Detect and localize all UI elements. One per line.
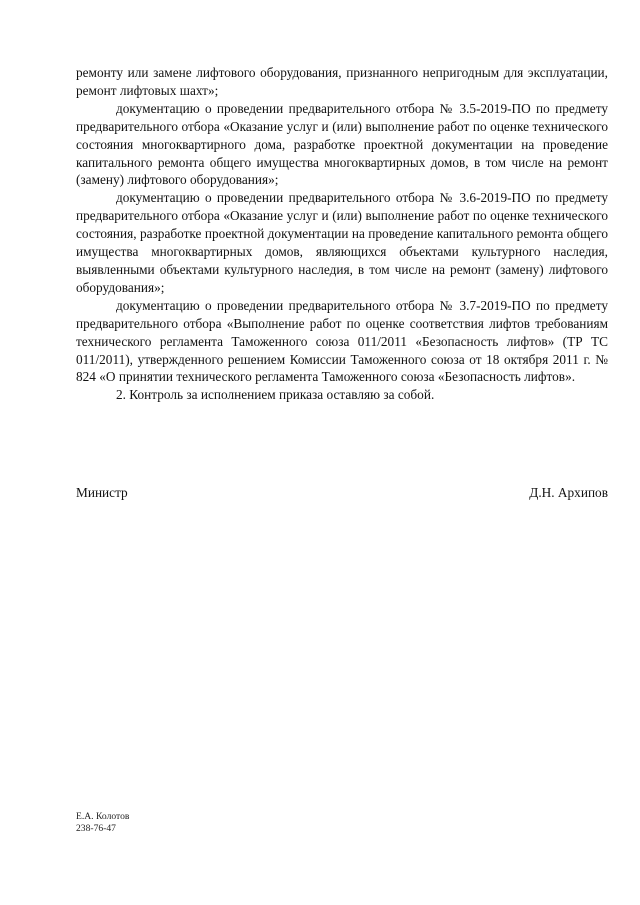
paragraph-documentation-3-5: документацию о проведении предварительного отбора № 3.5-2019-ПО по предмету предварительного отбора «Оказание услуг и (или) выполнение работ по оценке технического состояния многоквартирного дома, разработке проектной документации на проведение капитального ремонта общего имущества многоквартирных домов, в том числе на ремонт (замену) лифтового оборудования»;: [76, 100, 608, 188]
paragraph-continuation: ремонту или замене лифтового оборудования, признанного непригодным для эксплуатации, ремонт лифтовых шахт»;: [76, 65, 608, 98]
signatory-name: Д.Н. Архипов: [529, 485, 608, 500]
signatory-position: Министр: [76, 485, 128, 500]
paragraph-documentation-3-6: документацию о проведении предварительного отбора № 3.6-2019-ПО по предмету предварительного отбора «Оказание услуг и (или) выполнение работ по оценке технического состояния, разработке проектной документации на проведение капитального ремонта общего имущества многоквартирных домов, являющихся объектами культурного наследия, выявленными объектами культурного наследия, в том числе на ремонт (замену) лифтового оборудования»;: [76, 190, 608, 295]
paragraph-documentation-3-7: документацию о проведении предварительного отбора № 3.7-2019-ПО по предмету предварительного отбора «Выполнение работ по оценке соответствия лифтов требованиям технического регламента Таможенного союза 011/2011 «Безопасность лифтов» (ТР ТС 011/2011), утвержденного решением Комиссии Таможенного союза от 18 октября 2011 г. № 824 «О принятии технического регламента Таможенного союза «Безопасность лифтов».: [76, 297, 608, 385]
executor-footer: [76, 811, 129, 836]
executor-phone: 238-76-47: [76, 823, 116, 835]
signature-block: [76, 484, 608, 502]
paragraph-control-clause: 2. Контроль за исполнением приказа оставляю за собой.: [116, 387, 435, 403]
document-body: [76, 64, 608, 404]
executor-name: Е.А. Колотов: [76, 811, 130, 822]
